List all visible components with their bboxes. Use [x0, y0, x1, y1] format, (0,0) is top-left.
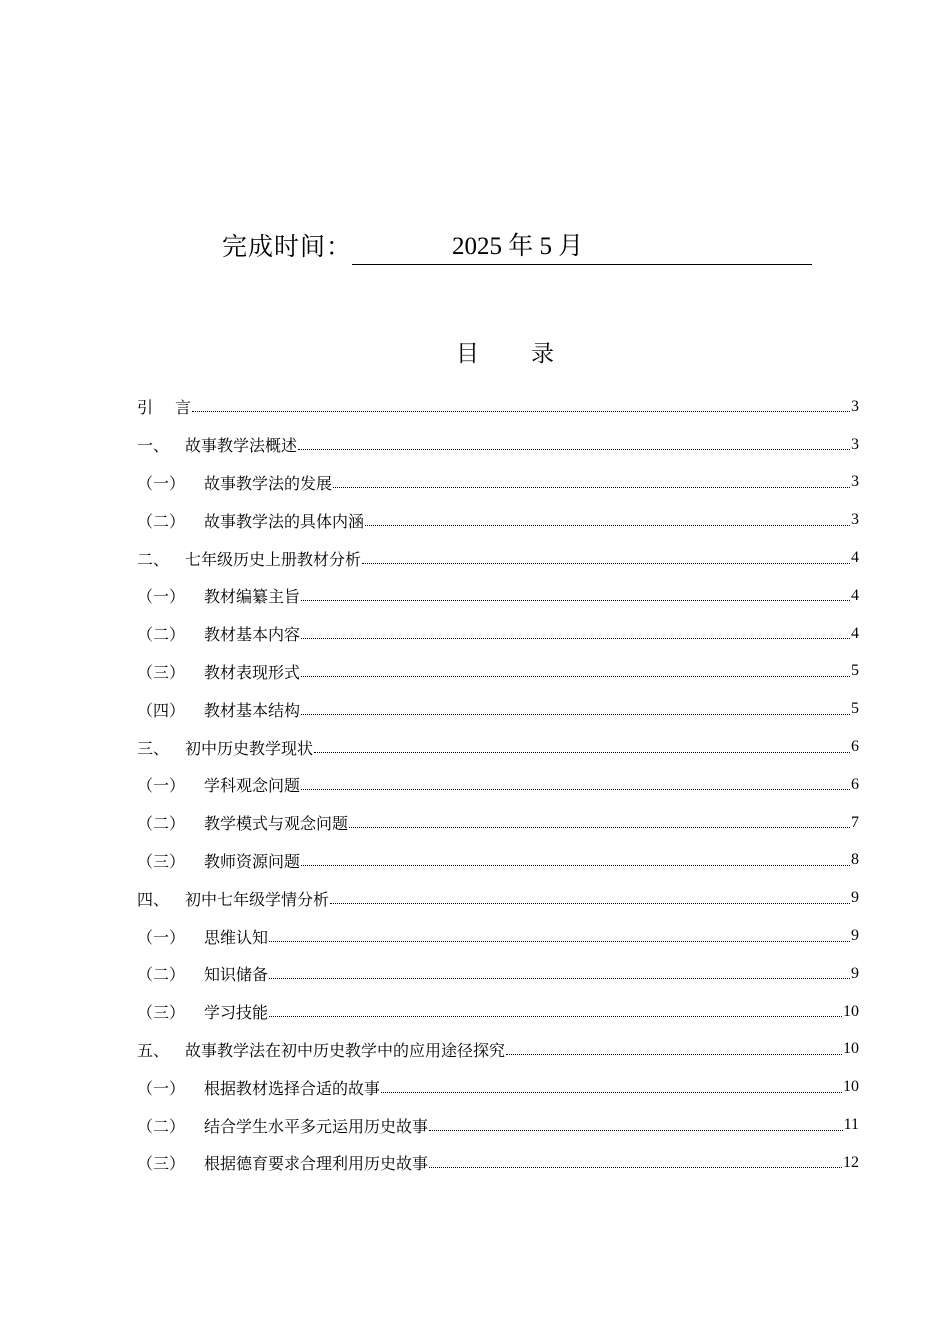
toc-entry-page: 6	[851, 775, 859, 793]
toc-entry[interactable]	[137, 766, 859, 804]
toc-leader-dots	[301, 714, 850, 715]
toc-entry[interactable]	[137, 993, 859, 1031]
toc-leader-dots	[365, 525, 850, 526]
toc-leader-dots	[301, 600, 850, 601]
toc-leader-dots	[429, 1130, 843, 1131]
toc-entry-title: 故事教学法的具体内涵	[204, 511, 365, 531]
toc-entry-page: 4	[851, 549, 859, 567]
toc-entry-page: 6	[851, 738, 859, 756]
toc-entry-number: （三）	[137, 662, 186, 682]
toc-entry-title: 故事教学法的发展	[204, 473, 333, 493]
toc-entry-title: 教材编纂主旨	[204, 587, 301, 607]
toc-entry-page: 3	[851, 397, 859, 415]
toc-leader-dots	[381, 1092, 842, 1093]
toc-entry-title: 教师资源问题	[204, 851, 301, 871]
completion-time-label: 完成时间：	[222, 232, 353, 261]
toc-entry-number: （二）	[137, 511, 186, 531]
toc-entry-number: （三）	[137, 1154, 186, 1174]
toc-entry[interactable]	[137, 1068, 859, 1106]
toc-leader-dots	[349, 827, 850, 828]
toc-entry[interactable]	[137, 1106, 859, 1144]
toc-entry-title: 根据教材选择合适的故事	[204, 1078, 381, 1098]
toc-leader-dots	[301, 638, 850, 639]
toc-entry-page: 5	[851, 700, 859, 718]
toc-entry-number: （一）	[137, 927, 186, 947]
toc-entry-page: 3	[851, 473, 859, 491]
toc-entry-number: （二）	[137, 1116, 186, 1136]
toc-entry[interactable]	[137, 842, 859, 880]
toc-leader-dots	[314, 752, 850, 753]
toc-entry-title: 结合学生水平多元运用历史故事	[204, 1116, 429, 1136]
completion-time	[222, 228, 814, 268]
toc-entry-number: （四）	[137, 700, 186, 720]
toc-entry[interactable]	[137, 653, 859, 691]
toc-entry-page: 7	[851, 813, 859, 831]
toc-leader-dots	[429, 1167, 842, 1168]
toc-leader-dots	[330, 903, 850, 904]
toc-leader-dots	[301, 865, 850, 866]
toc-entry[interactable]	[137, 388, 859, 426]
completion-time-field	[352, 228, 812, 265]
toc-leader-dots	[301, 789, 850, 790]
toc-entry-number: （三）	[137, 1003, 186, 1023]
toc-entry[interactable]	[137, 728, 859, 766]
toc-entry-number: 二、	[137, 549, 170, 569]
toc-entry-title: 知识储备	[204, 965, 269, 985]
toc-entry-number: （一）	[137, 587, 186, 607]
toc-entry-page: 4	[851, 624, 859, 642]
toc-entry-page: 3	[851, 435, 859, 453]
toc-entry-title: 思维认知	[204, 927, 269, 947]
toc-title: 目录	[456, 341, 606, 367]
toc-entry-number: （三）	[137, 851, 186, 871]
toc-entry-title: 故事教学法概述	[185, 436, 298, 456]
toc-entry[interactable]	[137, 501, 859, 539]
toc-leader-dots	[269, 978, 850, 979]
toc-entry[interactable]	[137, 426, 859, 464]
toc-entry-number: （二）	[137, 814, 186, 834]
toc-entry-number: （一）	[137, 1078, 186, 1098]
toc-entry[interactable]	[137, 1144, 859, 1182]
toc-entry[interactable]	[137, 1031, 859, 1069]
toc-entry-number: 四、	[137, 889, 170, 909]
toc-entry-page: 9	[851, 889, 859, 907]
toc-entry-number: （二）	[137, 965, 186, 985]
toc-entry-page: 10	[843, 1002, 859, 1020]
toc-entry-number: （一）	[137, 776, 186, 796]
toc-leader-dots	[333, 487, 850, 488]
toc-leader-dots	[506, 1054, 842, 1055]
toc-entry-page: 9	[851, 964, 859, 982]
toc-entry-number: 引	[137, 398, 154, 418]
toc-leader-dots	[269, 1016, 842, 1017]
toc-entry-title: 教材基本内容	[204, 625, 301, 645]
toc-entry[interactable]	[137, 955, 859, 993]
toc-leader-dots	[362, 563, 850, 564]
toc-entry-title: 教材表现形式	[204, 662, 301, 682]
toc-entry[interactable]	[137, 539, 859, 577]
toc-entry-title: 教材基本结构	[204, 700, 301, 720]
table-of-contents	[137, 388, 859, 1182]
toc-entry-title: 学科观念问题	[204, 776, 301, 796]
toc-entry-page: 10	[843, 1040, 859, 1058]
toc-entry-page: 11	[843, 1116, 859, 1134]
toc-entry-number: （二）	[137, 625, 186, 645]
toc-entry-page: 4	[851, 586, 859, 604]
toc-entry-title: 学习技能	[204, 1003, 269, 1023]
toc-entry-number: 一、	[137, 436, 170, 456]
toc-entry-page: 5	[851, 662, 859, 680]
toc-entry[interactable]	[137, 690, 859, 728]
completion-time-value: 2025 年 5 月	[452, 233, 584, 260]
toc-entry-title: 故事教学法在初中历史教学中的应用途径探究	[185, 1040, 506, 1060]
toc-entry-page: 9	[851, 927, 859, 945]
toc-entry-page: 12	[843, 1153, 859, 1171]
toc-entry-number: （一）	[137, 473, 186, 493]
toc-entry[interactable]	[137, 615, 859, 653]
toc-entry-title: 言	[175, 398, 192, 418]
toc-leader-dots	[301, 676, 850, 677]
toc-entry-title: 初中七年级学情分析	[185, 889, 330, 909]
toc-entry[interactable]	[137, 804, 859, 842]
toc-entry[interactable]	[137, 464, 859, 502]
toc-entry-title: 初中历史教学现状	[185, 738, 314, 758]
toc-entry-title: 七年级历史上册教材分析	[185, 549, 362, 569]
toc-entry[interactable]	[137, 879, 859, 917]
toc-entry[interactable]	[137, 577, 859, 615]
toc-entry[interactable]	[137, 917, 859, 955]
toc-leader-dots	[269, 941, 850, 942]
toc-entry-title: 根据德育要求合理利用历史故事	[204, 1154, 429, 1174]
toc-entry-page: 8	[851, 851, 859, 869]
toc-entry-page: 3	[851, 511, 859, 529]
toc-leader-dots	[192, 411, 850, 412]
toc-entry-number: 五、	[137, 1040, 170, 1060]
toc-entry-number: 三、	[137, 738, 170, 758]
toc-entry-title: 教学模式与观念问题	[204, 814, 349, 834]
toc-leader-dots	[298, 449, 850, 450]
toc-entry-page: 10	[843, 1078, 859, 1096]
